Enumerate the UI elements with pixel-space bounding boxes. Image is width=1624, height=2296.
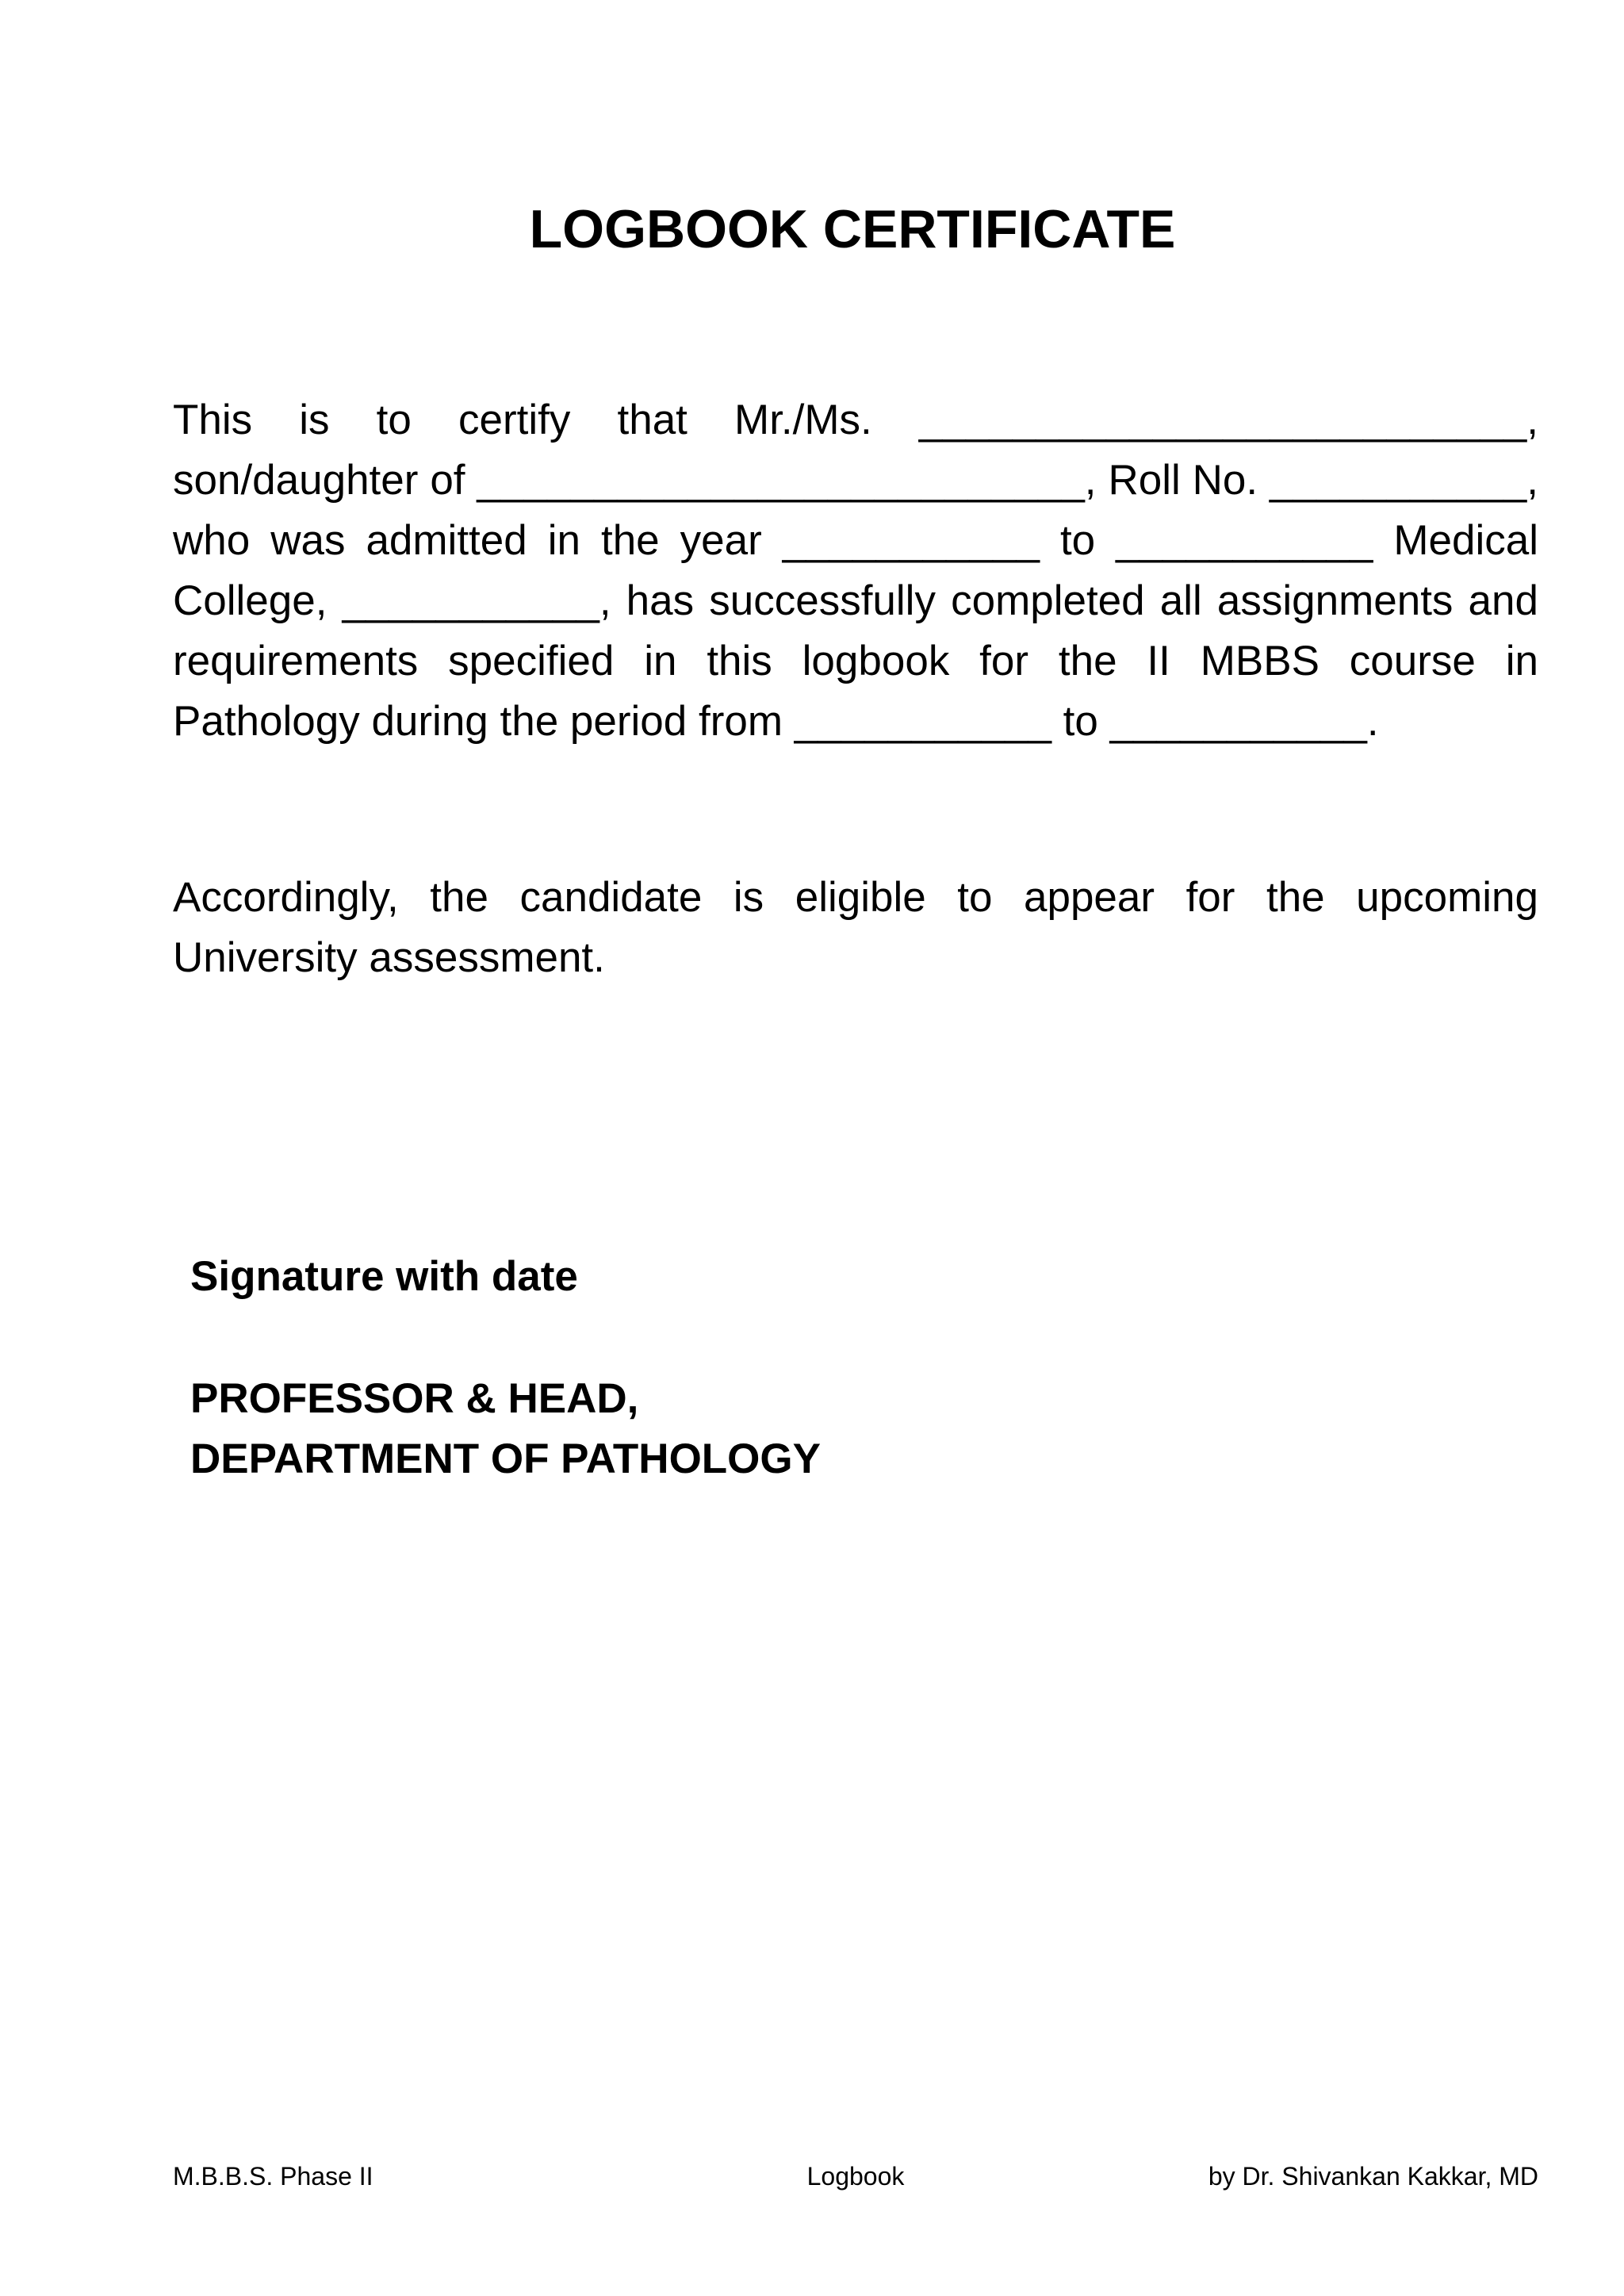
eligibility-paragraph: Accordingly, the candidate is eligible to appear for the upcoming University assessment. <box>173 874 1538 981</box>
signature-label: Signature with date <box>190 1253 578 1300</box>
signatory-line-1: PROFESSOR & HEAD, <box>190 1375 639 1422</box>
certificate-paragraph: This is to certify that Mr./Ms. __________________________, son/daughter of __________________________, Roll No. ___________, who was admitted in the year ___________ to ___________ Medical College, ___________, has successfully completed all assignments and requirements specified in this logbook for the II MBBS course in Pathology during the period from ___________ to ___________. <box>173 397 1538 745</box>
footer-left-text: M.B.B.S. Phase II <box>173 2162 373 2191</box>
signatory-line-2: DEPARTMENT OF PATHOLOGY <box>190 1435 821 1482</box>
page-title: LOGBOOK CERTIFICATE <box>529 199 1176 259</box>
footer-right-text: by Dr. Shivankan Kakkar, MD <box>1208 2162 1538 2191</box>
signatory-title <box>190 1369 821 1489</box>
footer-center-text: Logbook <box>806 2162 905 2191</box>
page-footer <box>173 2162 1538 2194</box>
